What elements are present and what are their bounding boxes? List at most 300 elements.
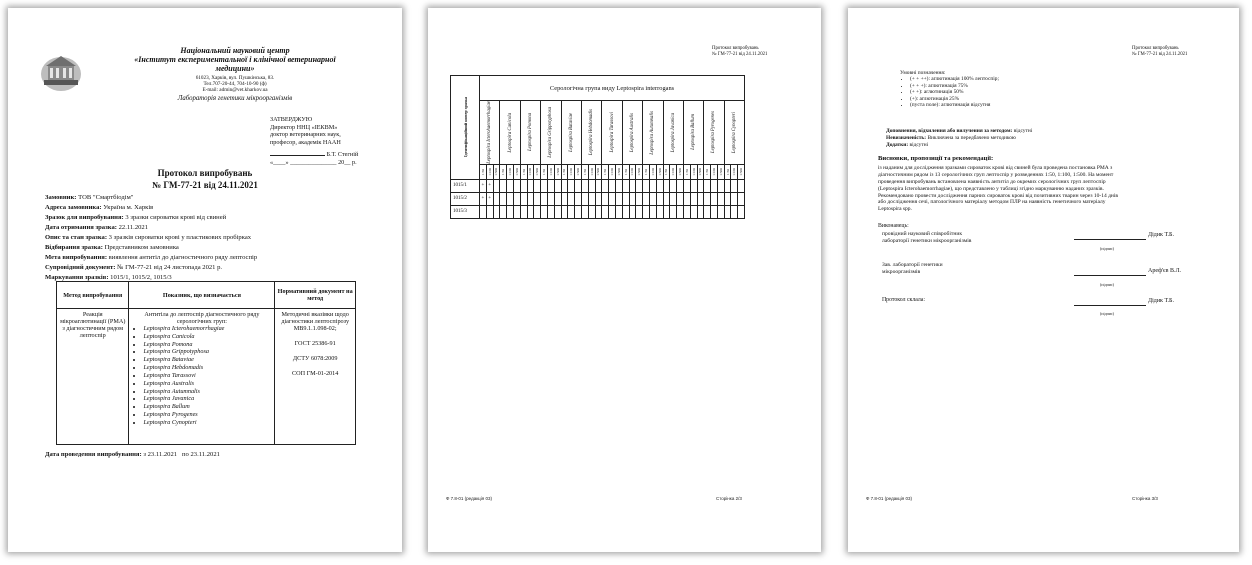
result-cell bbox=[704, 205, 711, 218]
result-cell bbox=[731, 205, 738, 218]
dilution-label: 1:100 bbox=[528, 167, 533, 176]
page-footer-number: Сторінка 2/3 bbox=[716, 496, 742, 501]
dilution-label: 1:50 bbox=[562, 168, 567, 175]
serogroup-label: Leptospira Canicola bbox=[507, 112, 513, 153]
methods-table-header-row bbox=[57, 282, 356, 309]
dilution-header bbox=[731, 164, 738, 179]
serogroup-header bbox=[581, 101, 601, 165]
sample-id-cell: 1015/2 bbox=[451, 192, 480, 205]
result-cell bbox=[663, 192, 670, 205]
result-cell bbox=[683, 179, 690, 192]
result-cell bbox=[724, 179, 731, 192]
result-cell bbox=[581, 179, 588, 192]
result-cell bbox=[547, 179, 554, 192]
conclusion-line: діагностичним рядом із 13 серологічних груп лептоспір у розведеннях 1:50, 1:100, 1:500. На момент bbox=[878, 171, 1114, 178]
result-cell bbox=[670, 192, 677, 205]
director-name: Б.Т. Стегній bbox=[326, 151, 359, 159]
legend-item: • (пуста поле): аглютинація відсутня bbox=[910, 102, 999, 108]
dilution-label: 1:100 bbox=[650, 167, 655, 176]
result-cell bbox=[547, 205, 554, 218]
result-cell bbox=[561, 179, 568, 192]
field-value: № ГМ-77-21 від 24 листопада 2021 р. bbox=[117, 264, 223, 271]
methods-table bbox=[56, 281, 356, 445]
result-cell bbox=[486, 205, 493, 218]
result-cell bbox=[738, 192, 745, 205]
field-value: 22.11.2021 bbox=[118, 224, 149, 231]
dilution-label: 1:100 bbox=[711, 167, 716, 176]
dilution-header bbox=[575, 164, 582, 179]
result-cell bbox=[717, 192, 724, 205]
result-cell bbox=[656, 192, 663, 205]
signature-role-line: мікроорганізмів bbox=[882, 268, 921, 275]
dilution-label: 1:50 bbox=[521, 168, 526, 175]
dilution-header bbox=[602, 164, 609, 179]
result-cell bbox=[480, 205, 487, 218]
species-item: • Leptospira Autumnalis bbox=[143, 388, 272, 396]
sample-id-cell: 1015/3 bbox=[451, 205, 480, 218]
conclusion-line: (Leptospira Icterohaemorrhagiae), що представлено у таблиці згідно маркуванню наданих зразків. bbox=[878, 185, 1104, 192]
result-cell bbox=[690, 205, 697, 218]
address-line-1: 61023, Харків, вул. Пушкінська, 83. bbox=[195, 74, 275, 81]
serogroup-label: Leptospira Tarassovi bbox=[609, 112, 615, 153]
signature-role-line: провідний науковий співробітник bbox=[882, 231, 963, 237]
result-cell bbox=[500, 205, 507, 218]
result-cell bbox=[513, 179, 520, 192]
result-cell bbox=[588, 179, 595, 192]
field-value: Представником замовника bbox=[104, 244, 179, 251]
serogroup-header bbox=[602, 101, 622, 165]
result-cell bbox=[581, 192, 588, 205]
conclusion-line: проведення випробувань встановлена наявність антитіл до окремих серологічних груп лептоспір bbox=[878, 178, 1106, 185]
page-footer-form: Ф 7.8-01 (редакція 03) bbox=[866, 496, 912, 501]
result-cell bbox=[581, 205, 588, 218]
result-cell bbox=[602, 192, 609, 205]
result-cell bbox=[663, 179, 670, 192]
page-header-title: Протокол випробувань bbox=[712, 46, 759, 51]
serology-table bbox=[450, 75, 745, 219]
field-value: 3 зразки сироватки крові від свиней bbox=[125, 214, 227, 221]
result-cell bbox=[629, 205, 636, 218]
dilution-label: 1:50 bbox=[725, 168, 730, 175]
result-cell bbox=[643, 205, 650, 218]
signature-line bbox=[1074, 239, 1146, 240]
dilution-header bbox=[643, 164, 650, 179]
dilution-label: 1:50 bbox=[542, 168, 547, 175]
approval-date-line: «____» _______________ 20__ р. bbox=[270, 158, 357, 166]
dilution-header bbox=[554, 164, 561, 179]
dilution-header bbox=[520, 164, 527, 179]
signature-line bbox=[1074, 305, 1146, 306]
approval-line-1: ЗАТВЕРДЖУЮ bbox=[270, 116, 313, 123]
dilution-label: 1:100 bbox=[630, 167, 635, 176]
dilution-label: 1:500 bbox=[535, 167, 540, 176]
conclusion-line: із наданим для дослідження зразками сироваток крові від свиней була проведена постановка РМА з bbox=[878, 165, 1113, 171]
result-cell bbox=[541, 192, 548, 205]
methods-table-row bbox=[57, 309, 356, 445]
result-cell bbox=[513, 192, 520, 205]
executor-label: Виконавець: bbox=[878, 223, 909, 229]
field-label: Супровідний документ: bbox=[45, 264, 116, 271]
legend-list bbox=[900, 76, 999, 108]
species-item: • Leptospira Icterohaemorrhagiae bbox=[143, 325, 272, 333]
dilution-header bbox=[724, 164, 731, 179]
table-row bbox=[451, 205, 745, 218]
result-cell bbox=[500, 179, 507, 192]
signature-role bbox=[882, 262, 943, 275]
document-page-3 bbox=[848, 8, 1239, 552]
result-cell bbox=[636, 205, 643, 218]
standard-doc: ГОСТ 25386-91 bbox=[294, 340, 336, 347]
species-item: • Leptospira Canicola bbox=[143, 333, 272, 341]
result-cell bbox=[670, 179, 677, 192]
dilution-header bbox=[656, 164, 663, 179]
result-cell bbox=[724, 205, 731, 218]
dilution-header bbox=[507, 164, 514, 179]
org-line-1: Національний науковий центр bbox=[180, 46, 290, 55]
dilution-header bbox=[480, 164, 487, 179]
field-test-purpose bbox=[45, 254, 257, 261]
dilution-header bbox=[690, 164, 697, 179]
legend-item: • (+ + ++): аглютинація 100% лептоспір; bbox=[910, 76, 999, 82]
dilution-header bbox=[622, 164, 629, 179]
result-cell: + bbox=[486, 192, 493, 205]
field-value: 1015/1, 1015/2, 1015/3 bbox=[110, 274, 172, 281]
signature-role-line: Зав. лабораторії генетики bbox=[882, 262, 943, 268]
result-cell bbox=[711, 179, 718, 192]
field-label: Маркування зразків: bbox=[45, 274, 109, 281]
result-cell bbox=[615, 192, 622, 205]
serogroup-label: Leptospira Javanica bbox=[670, 112, 676, 153]
conclusion-line: Рекомендовано провести дослідження парних сироваток крові від позитивних тварин через 10-14 днів bbox=[878, 192, 1119, 199]
dilution-header bbox=[568, 164, 575, 179]
result-cell bbox=[534, 192, 541, 205]
test-dates-to-prefix: по bbox=[182, 451, 189, 458]
dilution-label: 1:50 bbox=[582, 168, 587, 175]
result-cell bbox=[507, 179, 514, 192]
field-value: виявлення антитіл до діагностичного ряду лептоспір bbox=[108, 254, 258, 261]
species-item: • Leptospira Grippotyphosa bbox=[143, 348, 272, 356]
dilution-header bbox=[595, 164, 602, 179]
result-cell bbox=[554, 192, 561, 205]
result-cell bbox=[717, 179, 724, 192]
dilution-label: 1:500 bbox=[637, 167, 642, 176]
approval-block bbox=[270, 116, 358, 166]
serogroup-header bbox=[643, 101, 663, 165]
field-label: Опис та стан зразка: bbox=[45, 234, 108, 241]
dilution-label: 1:500 bbox=[678, 167, 682, 176]
dilution-header bbox=[663, 164, 670, 179]
field-value: ТОВ "Смартбіодім" bbox=[78, 194, 134, 201]
species-item: • Leptospira Pyrogenes bbox=[143, 411, 272, 419]
result-cell bbox=[493, 192, 500, 205]
result-cell bbox=[656, 179, 663, 192]
field-customer-address bbox=[45, 204, 153, 211]
document-page-1 bbox=[8, 8, 402, 552]
test-dates-from: 23.11.2021 bbox=[147, 451, 178, 458]
result-cell bbox=[493, 205, 500, 218]
result-cell bbox=[595, 192, 602, 205]
result-cell bbox=[677, 205, 684, 218]
protocol-number: № ГМ-77-21 від 24.11.2021 bbox=[152, 180, 258, 190]
additions-label: Доповнення, відхилення або вилучення за методом: bbox=[886, 128, 1013, 134]
conclusions-title: Висновки, пропозиції та рекомендації: bbox=[878, 155, 994, 162]
dilution-label: 1:50 bbox=[684, 168, 689, 175]
result-cell bbox=[609, 179, 616, 192]
dilution-label: 1:50 bbox=[480, 168, 485, 175]
field-sampling bbox=[45, 244, 179, 251]
result-cell bbox=[561, 205, 568, 218]
result-cell bbox=[690, 192, 697, 205]
test-dates-to: 23.11.2021 bbox=[190, 451, 220, 458]
field-receipt-date bbox=[45, 224, 148, 231]
serogroup-header bbox=[500, 101, 520, 165]
result-cell bbox=[643, 179, 650, 192]
serogroup-header bbox=[663, 101, 683, 165]
result-cell bbox=[507, 205, 514, 218]
dilution-header bbox=[486, 164, 493, 179]
dilution-label: 1:50 bbox=[603, 168, 608, 175]
species-item: • Leptospira Pomona bbox=[143, 341, 272, 349]
attachments-line bbox=[886, 142, 928, 148]
dilution-label: 1:500 bbox=[555, 167, 560, 176]
approval-line-2: Директор ННЦ «ІЕКВМ» bbox=[270, 123, 338, 131]
field-label: Відбирання зразка: bbox=[45, 244, 103, 251]
table-row bbox=[451, 179, 745, 192]
uncertainty-label: Невизначеність: bbox=[886, 135, 927, 141]
sample-id-cell: 1015/1 bbox=[451, 179, 480, 192]
dilution-header bbox=[636, 164, 643, 179]
signature-line bbox=[1074, 275, 1146, 276]
result-cell bbox=[704, 179, 711, 192]
result-cell bbox=[602, 179, 609, 192]
result-cell bbox=[643, 192, 650, 205]
field-label: Адреса замовника: bbox=[45, 204, 102, 211]
field-customer bbox=[45, 194, 133, 201]
serogroup-label: Leptospira Grippotyphosa bbox=[548, 106, 554, 158]
result-cell bbox=[663, 205, 670, 218]
result-cell bbox=[615, 179, 622, 192]
page-footer-number: Сторінка 3/3 bbox=[1132, 496, 1158, 501]
serogroup-label: Leptospira Autumnalis bbox=[650, 110, 656, 155]
result-cell bbox=[656, 205, 663, 218]
page-header bbox=[712, 46, 767, 58]
species-item: • Leptospira Javanica bbox=[143, 395, 272, 403]
address-line-2: Тел.707-20-44, 704-10-90 (ф) bbox=[203, 80, 267, 87]
result-cell bbox=[711, 205, 718, 218]
dilution-header bbox=[670, 164, 677, 179]
test-dates-from-prefix: з bbox=[143, 451, 146, 458]
result-cell bbox=[683, 205, 690, 218]
result-cell bbox=[738, 179, 745, 192]
signature-role bbox=[882, 297, 925, 304]
result-cell bbox=[520, 205, 527, 218]
serogroup-label: Leptospira Hebdomadis bbox=[589, 109, 595, 156]
dilution-header bbox=[677, 164, 684, 179]
field-value: 3 зразків сироватки крові у пластикових пробірках bbox=[108, 234, 252, 241]
result-cell bbox=[575, 192, 582, 205]
result-cell bbox=[697, 205, 704, 218]
result-cell bbox=[622, 192, 629, 205]
field-sample-description bbox=[45, 234, 251, 241]
address-line-3: E-mail: admin@vet.kharkov.ua bbox=[202, 86, 268, 93]
uncertainty-line bbox=[886, 135, 1016, 141]
serogroup-header bbox=[683, 101, 703, 165]
signature-name: Дідик Т.Б. bbox=[1148, 232, 1174, 238]
result-cell bbox=[738, 205, 745, 218]
dilution-label: 1:500 bbox=[698, 167, 703, 176]
result-cell bbox=[527, 205, 534, 218]
method-cell: Реакція мікроаглютинації (РМА) з діагностичним рядом лептоспір bbox=[57, 309, 129, 445]
field-label: Зразок для випробування: bbox=[45, 214, 124, 221]
dilution-label: 1:50 bbox=[644, 168, 649, 175]
result-cell bbox=[568, 179, 575, 192]
result-cell bbox=[697, 192, 704, 205]
field-sample-marking bbox=[45, 274, 172, 281]
conclusion-line: Leptospira spp. bbox=[878, 206, 912, 213]
column-header-method: Метод випробування bbox=[57, 282, 129, 309]
dilution-label: 1:500 bbox=[718, 167, 723, 176]
test-dates-label: Дата проведення випробування: bbox=[45, 451, 142, 458]
result-cell bbox=[547, 192, 554, 205]
result-cell bbox=[636, 179, 643, 192]
serology-title-row bbox=[451, 76, 745, 101]
signature-role-line: лабораторії генетики мікроорганізмів bbox=[882, 237, 972, 244]
approval-signature-line bbox=[270, 151, 358, 159]
approval-line-3: доктор ветеринарних наук, bbox=[270, 131, 341, 139]
result-cell bbox=[677, 192, 684, 205]
standard-doc: Методичні вказівки щодо діагностики лептоспірозу МВ9.1.1.098-02; bbox=[281, 311, 350, 332]
result-cell: + bbox=[480, 192, 487, 205]
serogroup-label: Leptospira Ballum bbox=[691, 114, 697, 151]
dilution-header bbox=[513, 164, 520, 179]
signature-name: Ареф'єв В.Л. bbox=[1148, 268, 1182, 274]
dilution-header bbox=[649, 164, 656, 179]
dilution-header bbox=[609, 164, 616, 179]
dilution-label: 1:100 bbox=[548, 167, 553, 176]
additions-value: відсутні bbox=[1013, 128, 1033, 134]
result-cell bbox=[609, 192, 616, 205]
document-page-2 bbox=[428, 8, 821, 552]
result-cell bbox=[711, 192, 718, 205]
institute-logo bbox=[40, 52, 82, 92]
attachments-label: Додатки: bbox=[886, 142, 909, 148]
result-cell bbox=[561, 192, 568, 205]
result-cell bbox=[595, 179, 602, 192]
dilution-label: 1:100 bbox=[610, 167, 615, 176]
result-cell bbox=[622, 179, 629, 192]
result-cell bbox=[690, 179, 697, 192]
result-cell bbox=[615, 205, 622, 218]
result-cell bbox=[575, 179, 582, 192]
dilution-header bbox=[629, 164, 636, 179]
result-cell bbox=[670, 205, 677, 218]
result-cell bbox=[541, 179, 548, 192]
result-cell bbox=[513, 205, 520, 218]
serology-group-row bbox=[451, 101, 745, 165]
dilution-label: 1:50 bbox=[501, 168, 506, 175]
result-cell bbox=[649, 179, 656, 192]
standard-doc: СОП ГМ-01-2014 bbox=[292, 370, 339, 377]
dilution-header bbox=[500, 164, 507, 179]
serogroup-label: Leptospira Pyrogenes bbox=[711, 111, 717, 154]
page-footer-form: Ф 7.8-01 (редакція 03) bbox=[446, 496, 492, 501]
result-cell: + bbox=[480, 179, 487, 192]
org-line-2: «Інститут експериментальної і клінічної ветеринарної bbox=[134, 55, 336, 65]
conclusions-text bbox=[878, 165, 1118, 213]
dilution-header bbox=[493, 164, 500, 179]
dilution-header bbox=[738, 164, 745, 179]
result-cell bbox=[629, 192, 636, 205]
result-cell bbox=[588, 192, 595, 205]
result-cell bbox=[595, 205, 602, 218]
result-cell bbox=[527, 192, 534, 205]
species-item: • Leptospira Australis bbox=[143, 380, 272, 388]
dilution-label: 1:100 bbox=[691, 167, 696, 176]
signature-role bbox=[882, 231, 971, 244]
result-cell bbox=[629, 179, 636, 192]
org-line-3: медицини» bbox=[215, 64, 255, 74]
legend-item: • (+ + +): аглютинація 75% bbox=[910, 83, 999, 89]
field-sample bbox=[45, 214, 226, 221]
result-cell bbox=[588, 205, 595, 218]
result-cell bbox=[534, 179, 541, 192]
dilution-header bbox=[683, 164, 690, 179]
result-cell bbox=[575, 205, 582, 218]
organization-header bbox=[90, 46, 380, 103]
sample-id-header bbox=[451, 76, 480, 180]
dilution-label: 1:50 bbox=[623, 168, 628, 175]
signature-hint: (підпис) bbox=[1100, 246, 1115, 251]
dilution-label: 1:500 bbox=[596, 167, 601, 176]
result-cell bbox=[724, 192, 731, 205]
attachments-value: відсутні bbox=[909, 142, 929, 148]
species-item: • Leptospira Hebdomadis bbox=[143, 364, 272, 372]
result-cell bbox=[622, 205, 629, 218]
field-value: Україна м. Харків bbox=[103, 204, 154, 211]
result-cell bbox=[602, 205, 609, 218]
page-header-number: № ГМ-77-21 від 24.11.2021 bbox=[712, 52, 768, 58]
dilution-header bbox=[547, 164, 554, 179]
signature-hint: (підпис) bbox=[1100, 311, 1115, 316]
result-cell bbox=[534, 205, 541, 218]
conclusion-line: або дослідження сечі, патологічного матеріалу методом ПЛР на наявність генетичного матеріалу bbox=[878, 199, 1106, 206]
result-cell bbox=[731, 179, 738, 192]
result-cell bbox=[677, 179, 684, 192]
field-label: Дата отримання зразка: bbox=[45, 224, 117, 231]
result-cell bbox=[649, 205, 656, 218]
dilution-label: 1:100 bbox=[508, 167, 513, 176]
protocol-title: Протокол випробувань bbox=[157, 168, 253, 178]
serogroup-header bbox=[480, 101, 500, 165]
column-header-standard: Нормативний документ на метод bbox=[275, 282, 356, 309]
indicator-cell bbox=[129, 309, 275, 445]
field-label: Мета випробування: bbox=[45, 254, 108, 261]
page-header bbox=[1132, 46, 1187, 58]
uncertainty-value: Виключена за передбачено методикою bbox=[927, 135, 1016, 141]
species-item: • Leptospira Cynopteri bbox=[143, 419, 272, 427]
serogroup-header bbox=[622, 101, 642, 165]
laboratory-name: Лабораторія генетики мікроорганізмів bbox=[177, 95, 293, 103]
serogroup-label: Leptospira Bataviae bbox=[568, 112, 574, 152]
serology-dilution-row bbox=[451, 164, 745, 179]
page-header-number: № ГМ-77-21 від 24.11.2021 bbox=[1132, 52, 1188, 58]
signature-role-line: Протокол склала: bbox=[882, 297, 925, 303]
serogroup-label: Leptospira Cynopteri bbox=[731, 111, 737, 153]
dilution-label: 1:100 bbox=[487, 167, 492, 176]
species-item: • Leptospira Bataviae bbox=[143, 356, 272, 364]
additions-line bbox=[886, 128, 1032, 134]
result-cell bbox=[527, 179, 534, 192]
